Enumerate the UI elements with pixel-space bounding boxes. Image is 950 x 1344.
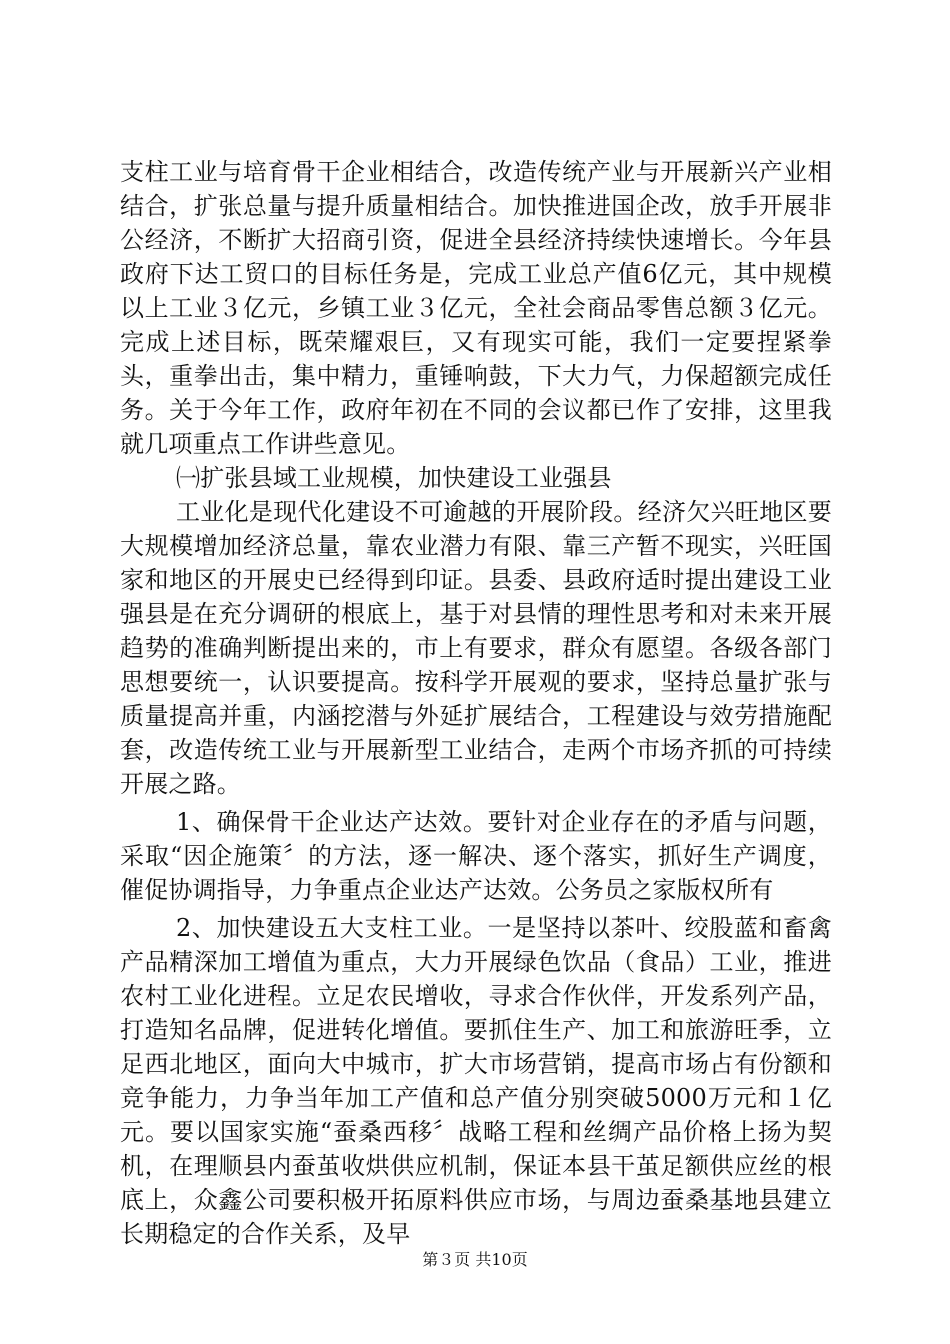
document-body bbox=[120, 155, 832, 1251]
paragraph-2: 工业化是现代化建设不可逾越的开展阶段。经济欠兴旺地区要大规模增加经济总量，靠农业潜力有限、靠三产暂不现实，兴旺国家和地区的开展史已经得到印证。县委、县政府适时提出建设工业强县是在充分调研的根底上，基于对县情的理性思考和对未来开展趋势的准确判断提出来的，市上有要求，群众有愿望。各级各部门思想要统一，认识要提高。按科学开展观的要求，坚持总量扩张与质量提高并重，内涵挖潜与外延扩展结合，工程建设与效劳措施配套，改造传统工业与开展新型工业结合，走两个市场齐抓的可持续开展之路。 bbox=[120, 498, 832, 798]
paragraph-item-1: 1、确保骨干企业达产达效。要针对企业存在的矛盾与问题，采取“因企施策〞的方法，逐一解决、逐个落实，抓好生产调度，催促协调指导，力争重点企业达产达效。公务员之家版权所有 bbox=[120, 808, 832, 904]
paragraph-item-2: 2、加快建设五大支柱工业。一是坚持以茶叶、绞股蓝和畜禽产品精深加工增值为重点，大力开展绿色饮品（食品）工业，推进农村工业化进程。立足农民增收，寻求合作伙伴，开发系列产品，打造知名品牌，促进转化增值。要抓住生产、加工和旅游旺季，立足西北地区，面向大中城市，扩大市场营销，提高市场占有份额和竞争能力，力争当年加工产值和总产值分别突破5000万元和１亿元。要以国家实施“蚕桑西移〞战略工程和丝绸产品价格上扬为契机，在理顺县内蚕茧收烘供应机制，保证本县干茧足额供应丝的根底上，众鑫公司要积极开拓原料供应市场，与周边蚕桑基地县建立长期稳定的合作关系，及早 bbox=[120, 914, 832, 1248]
section-heading: ㈠扩张县域工业规模，加快建设工业强县 bbox=[176, 464, 612, 492]
paragraph-1: 支柱工业与培育骨干企业相结合，改造传统产业与开展新兴产业相结合，扩张总量与提升质量相结合。加快推进国企改，放手开展非公经济，不断扩大招商引资，促进全县经济持续快速增长。今年县政府下达工贸口的目标任务是，完成工业总产值6亿元，其中规模以上工业３亿元，乡镇工业３亿元，全社会商品零售总额３亿元。完成上述目标，既荣耀艰巨，又有现实可能，我们一定要捏紧拳头，重拳出击，集中精力，重锤响鼓，下大力气，力保超额完成任务。关于今年工作，政府年初在不同的会议都已作了安排，这里我就几项重点工作讲些意见。 bbox=[120, 158, 832, 458]
page-number-footer: 第３页 共10页 bbox=[422, 1250, 528, 1269]
